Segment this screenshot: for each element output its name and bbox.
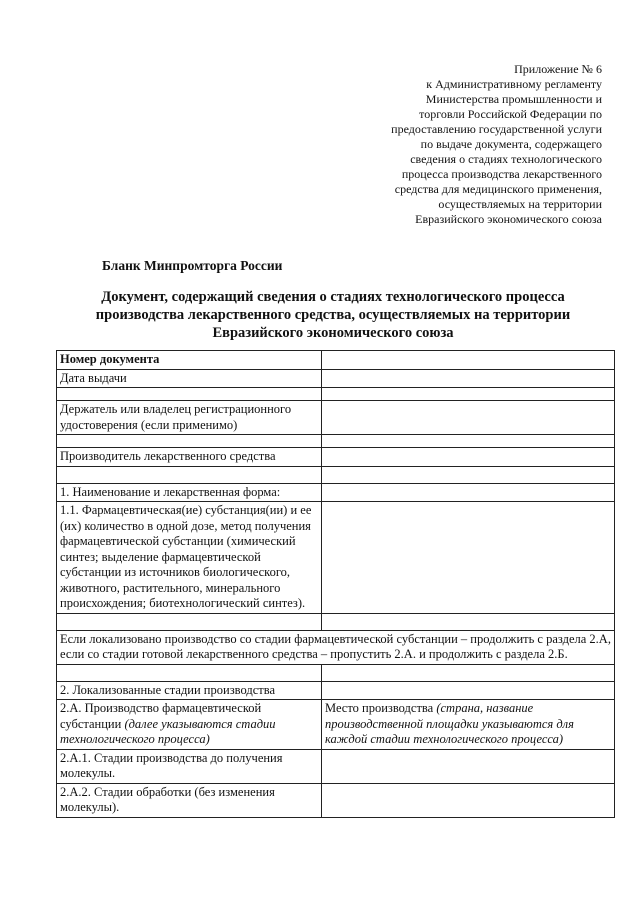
- spacer-cell: [322, 664, 615, 681]
- table-row: [57, 502, 615, 614]
- spacer-cell: [57, 435, 322, 448]
- section-2a1-field[interactable]: [322, 749, 615, 783]
- spacer-row: [57, 466, 615, 483]
- section-2-label: 2. Локализованные стадии производства: [57, 681, 322, 700]
- spacer-row: [57, 435, 615, 448]
- table-row: [57, 448, 615, 467]
- site-text: Место производства: [325, 701, 434, 715]
- appendix-block: [342, 62, 602, 227]
- section-2a2-label: 2.А.2. Стадии обработки (без изменения молекулы).: [57, 783, 322, 817]
- site-note: (страна, название производственной площадки указываются для каждой стадии технологического процесса): [325, 701, 574, 746]
- spacer-row: [57, 388, 615, 401]
- spacer-cell: [322, 388, 615, 401]
- appendix-line: предоставлению государственной услуги: [391, 122, 602, 136]
- site-cell: [322, 700, 615, 750]
- section-1-1-field[interactable]: [322, 502, 615, 614]
- title-line: производства лекарственного средства, осуществляемых на территории: [95, 307, 571, 323]
- document-title: [58, 288, 608, 342]
- table-row: [57, 700, 615, 750]
- table-row: [57, 401, 615, 435]
- holder-label: Держатель или владелец регистрационного удостоверения (если применимо): [57, 401, 322, 435]
- issue-date-field[interactable]: [322, 369, 615, 388]
- table-row: [57, 369, 615, 388]
- spacer-row: [57, 613, 615, 630]
- spacer-cell: [57, 388, 322, 401]
- table-row: [57, 749, 615, 783]
- doc-number-label: Номер документа: [57, 351, 322, 370]
- spacer-cell: [57, 613, 322, 630]
- section-1-label: 1. Наименование и лекарственная форма:: [57, 483, 322, 502]
- appendix-line: процесса производства лекарственного: [401, 167, 602, 181]
- form-table: [56, 350, 615, 818]
- holder-field[interactable]: [322, 401, 615, 435]
- section-1-1-label: 1.1. Фармацевтическая(ие) субстанция(ии) и ее (их) количество в одной дозе, метод получения фармацевтической субстанции (химический синтез; выделение фармацевтической субстанции из источников биологического, животного, растительного, минерального происхождения; биотехнологический синтез).: [57, 502, 322, 614]
- appendix-line: к Административному регламенту: [426, 77, 602, 91]
- table-row: [57, 681, 615, 700]
- appendix-line: Приложение № 6: [514, 62, 602, 76]
- appendix-line: сведения о стадиях технологического: [410, 152, 602, 166]
- spacer-row: [57, 664, 615, 681]
- section-2a-cell: [57, 700, 322, 750]
- appendix-line: по выдаче документа, содержащего: [420, 137, 602, 151]
- appendix-line: Министерства промышленности и: [425, 92, 602, 106]
- issue-date-label: Дата выдачи: [57, 369, 322, 388]
- spacer-cell: [57, 664, 322, 681]
- section-2a1-label: 2.А.1. Стадии производства до получения молекулы.: [57, 749, 322, 783]
- appendix-line: осуществляемых на территории: [438, 197, 602, 211]
- blank-header: Бланк Минпромторга России: [102, 258, 283, 273]
- localization-note: Если локализовано производство со стадии фармацевтической субстанции – продолжить с раздела 2.А, если со стадии готовой лекарственного средства – пропустить 2.А. и продолжить с раздела 2.Б.: [57, 630, 615, 664]
- section-2a-text: 2.А. Производство фармацевтической субстанции: [60, 701, 262, 731]
- spacer-cell: [322, 466, 615, 483]
- appendix-line: торговли Российской Федерации по: [419, 107, 602, 121]
- table-row: [57, 783, 615, 817]
- appendix-line: Евразийского экономического союза: [415, 212, 602, 226]
- title-line: Документ, содержащий сведения о стадиях технологического процесса: [101, 289, 565, 305]
- section-1-field[interactable]: [322, 483, 615, 502]
- appendix-line: средства для медицинского применения,: [394, 182, 602, 196]
- section-2a2-field[interactable]: [322, 783, 615, 817]
- doc-number-field[interactable]: [322, 351, 615, 370]
- title-line: Евразийского экономического союза: [212, 325, 454, 341]
- section-2-field[interactable]: [322, 681, 615, 700]
- spacer-cell: [57, 466, 322, 483]
- table-row: [57, 630, 615, 664]
- table-row: [57, 483, 615, 502]
- manufacturer-field[interactable]: [322, 448, 615, 467]
- section-2a-note: (далее указываются стадии технологического процесса): [60, 716, 276, 746]
- table-row: [57, 351, 615, 370]
- spacer-cell: [322, 435, 615, 448]
- spacer-cell: [322, 613, 615, 630]
- manufacturer-label: Производитель лекарственного средства: [57, 448, 322, 467]
